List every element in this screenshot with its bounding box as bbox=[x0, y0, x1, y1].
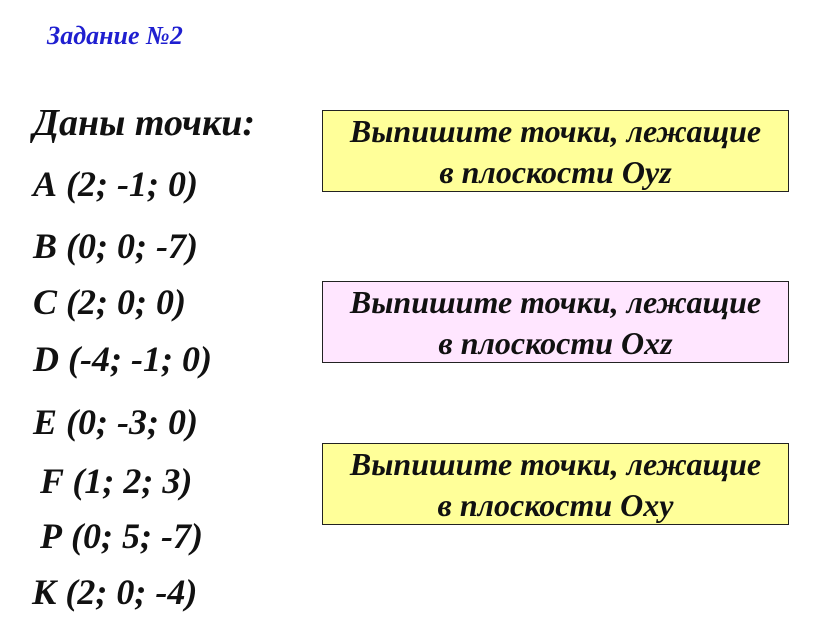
task-box-oxy-line1: Выпишите точки, лежащие bbox=[349, 446, 762, 482]
task-box-oyz-line2: в плоскости Oyz bbox=[439, 154, 672, 190]
task-box-oxz-line2: в плоскости Oxz bbox=[438, 325, 673, 361]
given-points-heading: Даны точки: bbox=[33, 102, 255, 144]
task-title: Задание №2 bbox=[47, 21, 183, 50]
point-d: D (-4; -1; 0) bbox=[33, 339, 212, 379]
point-e: Е (0; -3; 0) bbox=[33, 402, 198, 442]
task-box-oyz bbox=[322, 110, 789, 192]
task-box-oxz bbox=[322, 281, 789, 363]
task-box-oxz-line1: Выпишите точки, лежащие bbox=[349, 284, 762, 320]
task-box-oyz-line1: Выпишите точки, лежащие bbox=[349, 113, 762, 149]
task-box-oxy-line2: в плоскости Oxy bbox=[437, 487, 674, 523]
task-box-oxy bbox=[322, 443, 789, 525]
point-a: А (2; -1; 0) bbox=[33, 164, 198, 204]
point-k: К (2; 0; -4) bbox=[32, 572, 198, 612]
point-b: В (0; 0; -7) bbox=[33, 226, 198, 266]
point-p: Р (0; 5; -7) bbox=[40, 516, 203, 556]
point-c: С (2; 0; 0) bbox=[33, 282, 186, 322]
point-f: F (1; 2; 3) bbox=[40, 461, 193, 501]
